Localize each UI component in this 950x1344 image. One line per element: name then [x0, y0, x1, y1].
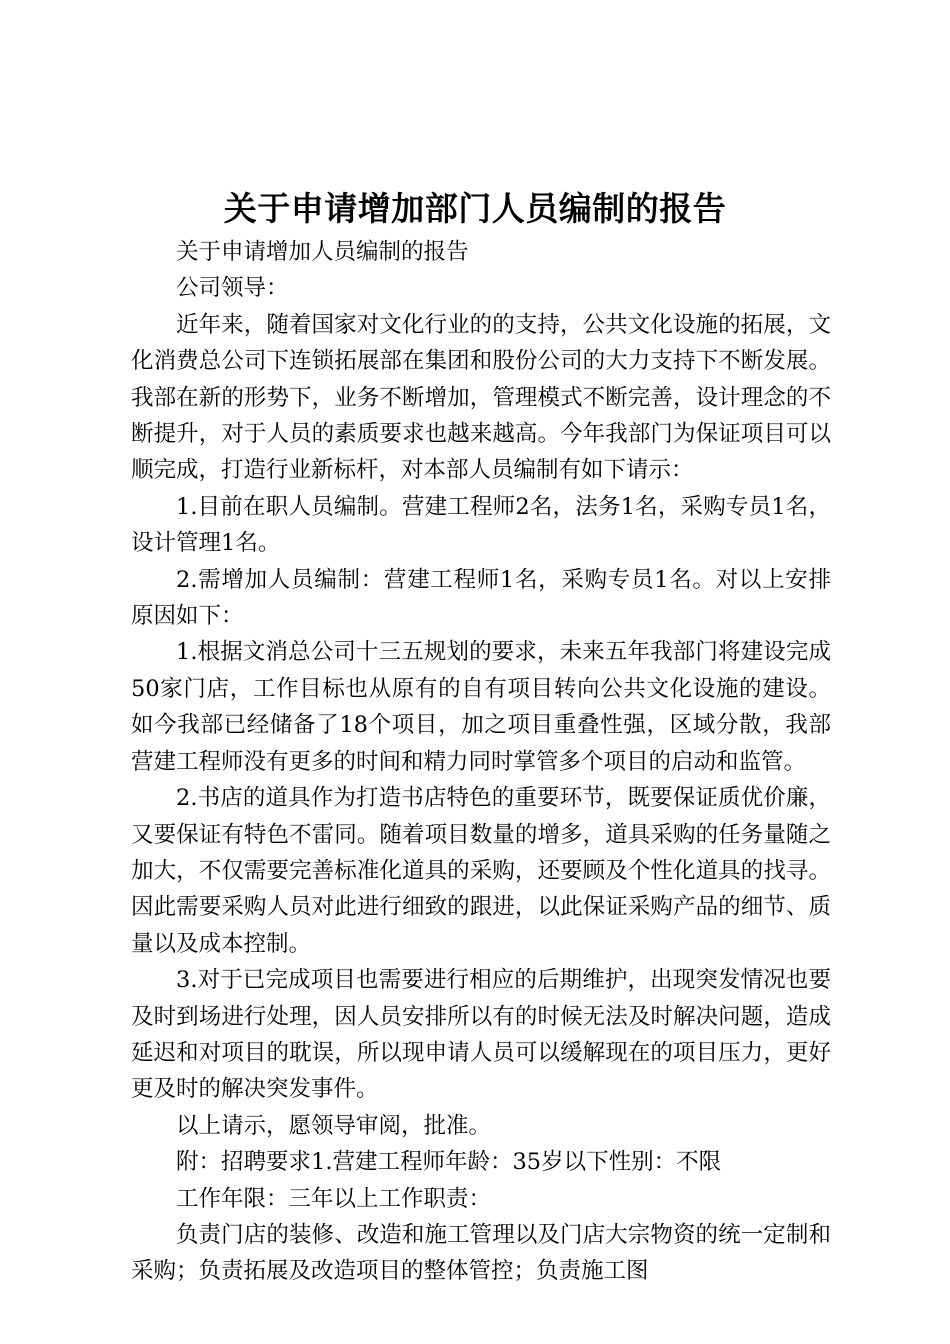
body-paragraph: 负责门店的装修、改造和施工管理以及门店大宗物资的统一定制和采购；负责拓展及改造项目的整体管控；负责施工图 [131, 1221, 831, 1285]
body-paragraph: 工作年限：三年以上工作职责： [176, 1185, 492, 1212]
body-paragraph: 2.书店的道具作为打造书店特色的重要环节，既要保证质优价廉，又要保证有特色不雷同。随着项目数量的增多，道具采购的任务量随之加大，不仅需要完善标准化道具的采购，还要顾及个性化道具的找寻。因此需要采购人员对此进行细致的跟进，以此保证采购产品的细节、质量以及成本控制。 [131, 785, 831, 957]
body-paragraph: 以上请示，愿领导审阅，批准。 [176, 1112, 492, 1139]
document-title: 关于申请增加部门人员编制的报告 [223, 189, 727, 228]
body-paragraph: 2.需增加人员编制：营建工程师1名，采购专员1名。对以上安排原因如下： [131, 566, 831, 630]
body-paragraph: 关于申请增加人员编制的报告 [176, 239, 469, 265]
body-paragraph: 1.目前在职人员编制。营建工程师2名，法务1名，采购专员1名，设计管理1名。 [131, 493, 831, 557]
body-paragraph: 近年来，随着国家对文化行业的的支持，公共文化设施的拓展，文化消费总公司下连锁拓展部在集团和股份公司的大力支持下不断发展。我部在新的形势下，业务不断增加，管理模式不断完善，设计理念的不断提升，对于人员的素质要求也越来越高。今年我部门为保证项目可以顺完成，打造行业新标杆，对本部人员编制有如下请示： [131, 311, 831, 484]
body-paragraph: 1.根据文消总公司十三五规划的要求，未来五年我部门将建设完成50家门店，工作目标也从原有的自有项目转向公共文化设施的建设。如今我部已经储备了18个项目，加之项目重叠性强，区域分散，我部营建工程师没有更多的时间和精力同时掌管多个项目的启动和监管。 [131, 639, 831, 775]
body-paragraph: 3.对于已完成项目也需要进行相应的后期维护，出现突发情况也要及时到场进行处理，因人员安排所以有的时候无法及时解决问题，造成延迟和对项目的耽误，所以现申请人员可以缓解现在的项目压力，更好更及时的解决突发事件。 [131, 967, 831, 1103]
body-paragraph: 公司领导： [176, 275, 289, 302]
document-body [131, 234, 831, 1290]
body-paragraph: 附：招聘要求1.营建工程师年龄：35岁以下性别：不限 [176, 1149, 722, 1176]
